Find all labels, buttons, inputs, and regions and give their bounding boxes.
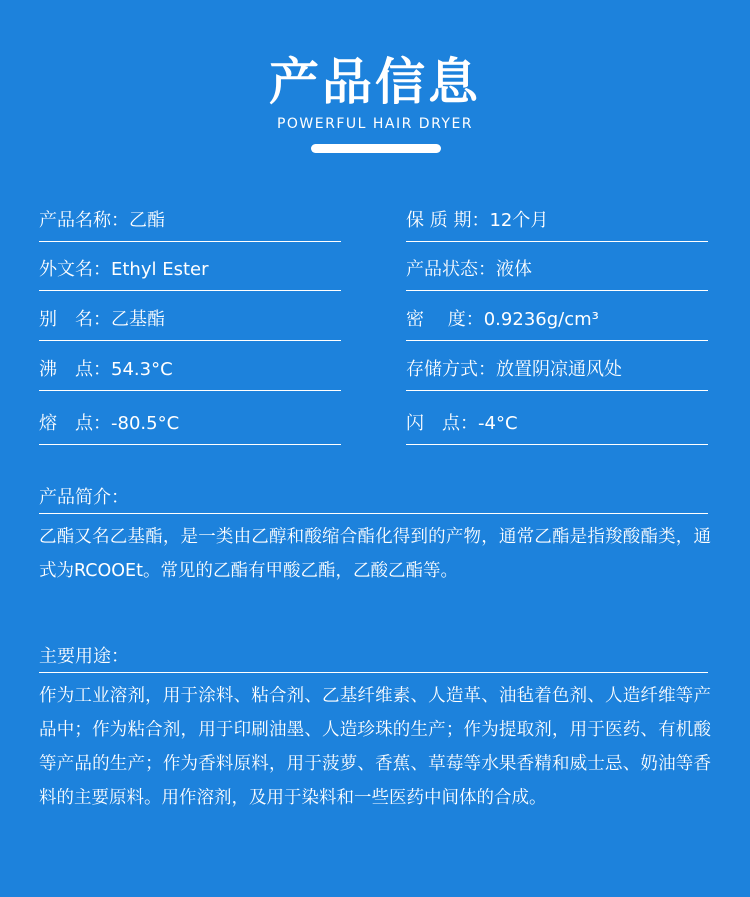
usage-text: 作为工业溶剂，用于涂料、粘合剂、乙基纤维素、人造革、油毡着色剂、人造纤维等产品中；作为粘合剂，用于印刷油墨、人造珍珠的生产；作为提取剂，用于医药、有机酸等产品的生产；作为香料原料，用于菠萝、香蕉、草莓等水果香精和威士忌、奶油等香料的主要原料。用作溶剂，及用于染料和一些医药中间体的合成。 [39, 686, 711, 808]
field-value: -80.5°C [111, 413, 180, 434]
field-label: 外文名： [39, 259, 111, 280]
field-value: 液体 [496, 259, 532, 280]
field-label: 别 名： [39, 309, 111, 330]
page-subtitle: POWERFUL HAIR DRYER [276, 116, 474, 132]
field-value: 乙基酯 [111, 309, 165, 330]
field-density [406, 307, 708, 341]
field-shelf-life [406, 208, 708, 242]
field-label: 保 质 期： [406, 210, 490, 231]
field-label: 闪 点： [406, 413, 478, 434]
field-label: 熔 点： [39, 413, 111, 434]
intro-text: 乙酯又名乙基酯，是一类由乙醇和酸缩合酯化得到的产物，通常乙酯是指羧酸酯类，通式为RCOOEt。常见的乙酯有甲酸乙酯，乙酸乙酯等。 [39, 527, 711, 581]
field-label: 产品名称： [39, 210, 129, 231]
field-value: -4°C [478, 413, 518, 434]
field-product-state [406, 257, 708, 291]
field-value: 54.3°C [111, 359, 173, 380]
field-value: 0.9236g/cm³ [483, 309, 599, 330]
field-label: 沸 点： [39, 359, 111, 380]
field-alias [39, 307, 341, 341]
field-value: Ethyl Ester [111, 259, 209, 280]
field-boiling-point [39, 357, 341, 391]
field-foreign-name [39, 257, 341, 291]
field-product-name [39, 208, 341, 242]
field-storage-method [406, 357, 708, 391]
usage-heading: 主要用途： [39, 645, 708, 673]
field-value: 乙酯 [129, 210, 165, 231]
title-underline-bar [311, 144, 441, 153]
field-label: 产品状态： [406, 259, 496, 280]
intro-heading: 产品简介： [39, 486, 708, 514]
field-value: 12个月 [489, 210, 549, 231]
field-flash-point [406, 411, 708, 445]
field-value: 放置阴凉通风处 [496, 359, 622, 380]
page-title: 产品信息 [269, 53, 481, 111]
field-label: 存储方式： [406, 359, 496, 380]
field-label: 密 度： [406, 309, 484, 330]
field-melting-point [39, 411, 341, 445]
